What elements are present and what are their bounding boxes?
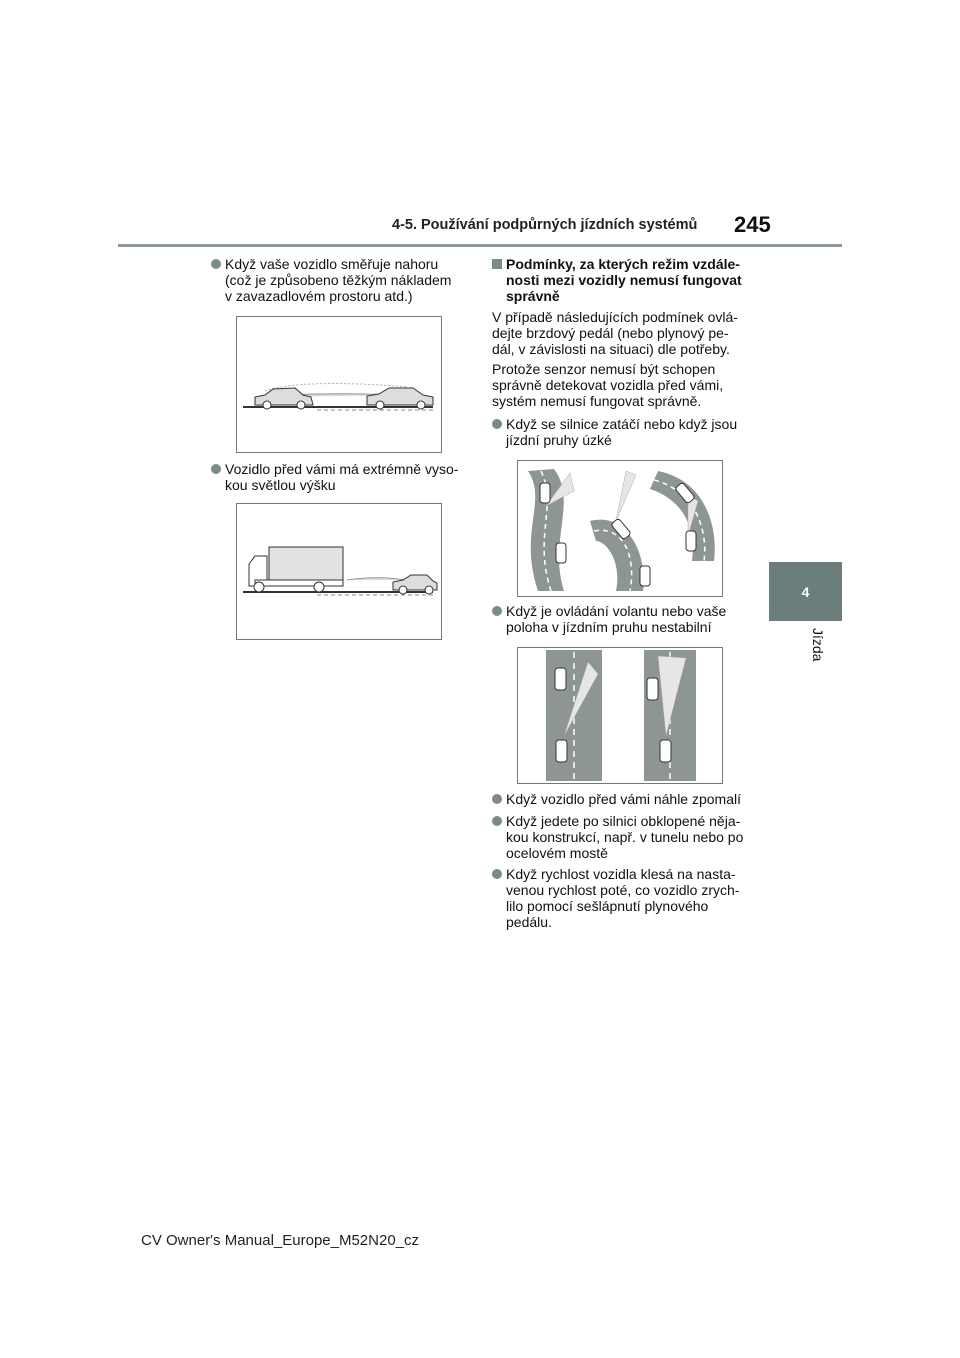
bullet-high-clearance [211,461,485,493]
bullet-line: pedálu. [506,914,552,930]
paragraph-adjust-pedal [492,309,760,357]
para-line: dejte brzdový pedál (nebo plynový pe- [492,325,729,341]
bullet-line: jízdní pruhy úzké [506,432,612,448]
car-top-icon [647,678,658,700]
bullet-line: poloha v jízdním pruhu nestabilní [506,619,712,635]
bullet-unstable-steering [492,603,774,635]
bullet-vehicle-tilted [211,256,485,304]
bullet-dot-icon [492,419,502,429]
figure-curved-roads [517,460,723,597]
figure-tilted-car [236,316,442,453]
para-line: správně detekovat vozidla před vámi, [492,377,724,393]
para-line: Protože senzor nemusí být schopen [492,361,716,377]
bullet-dot-icon [211,464,221,474]
bullet-line: Když se silnice zatáčí nebo když jsou [506,416,738,432]
bullet-line: Když rychlost vozidla klesá na nasta- [506,866,736,882]
car-top-icon [540,483,550,503]
lead-car-icon [367,388,433,409]
car-top-icon [556,543,566,563]
heading-line: Podmínky, za kterých režim vzdále- [506,256,740,272]
figure-lane-position [517,647,723,784]
bullet-line: Když vaše vozidlo směřuje nahoru [225,256,439,272]
bullet-tunnel [492,813,774,861]
para-line: systém nemusí fungovat správně. [492,393,702,409]
bullet-line: Když vozidlo před vámi náhle zpomalí [506,791,742,807]
bullet-line: ocelovém mostě [506,845,608,861]
bullet-speed-drop [492,866,774,930]
section-heading [492,256,768,304]
heading-line: správně [506,288,560,304]
bullet-line: Vozidlo před vámi má extrémně vyso- [225,461,459,477]
car-top-icon [555,668,566,690]
footer-text: CV Owner's Manual_Europe_M52N20_cz [141,1232,420,1249]
bullet-line: Když je ovládání volantu nebo vaše [506,603,727,619]
bullet-curved-road [492,416,774,448]
para-line: V případě následujících podmínek ovlá- [492,309,738,325]
bullet-dot-icon [492,816,502,826]
car-top-icon [556,740,567,762]
bullet-dot-icon [211,259,221,269]
para-line: dál, v závislosti na situaci) dle potřeby. [492,341,730,357]
heading-line: nosti mezi vozidly nemusí fungovat [506,272,742,288]
car-top-icon [660,740,671,762]
bullet-line: lilo pomocí sešlápnutí plynového [506,898,709,914]
bullet-line: (což je způsobeno těžkým nákladem [225,272,452,288]
car-top-icon [640,566,650,586]
bullet-dot-icon [492,869,502,879]
chapter-tab[interactable]: 4 [769,562,842,621]
bullet-line: kou světlou výšku [225,477,336,493]
bullet-line: kou konstrukcí, např. v tunelu nebo po [506,829,744,845]
car-top-icon [686,531,696,551]
bullet-line: venou rychlost poté, co vozidlo zrych- [506,882,740,898]
heading-square-icon [492,259,502,269]
bullet-line: Když jedete po silnici obklopené něja- [506,813,741,829]
bullet-sudden-slowdown [492,791,774,807]
bullet-dot-icon [492,794,502,804]
figure-truck [236,503,442,640]
chapter-label: Jízda [810,628,826,662]
own-car-icon [255,388,313,409]
bullet-dot-icon [492,606,502,616]
page-number: 245 [734,212,771,237]
truck-icon [249,547,343,592]
bullet-line: v zavazadlovém prostoru atd.) [225,288,413,304]
header-rule [118,244,842,247]
header-title: 4-5. Používání podpůrných jízdních systémů [392,217,698,233]
paragraph-sensor [492,361,760,409]
